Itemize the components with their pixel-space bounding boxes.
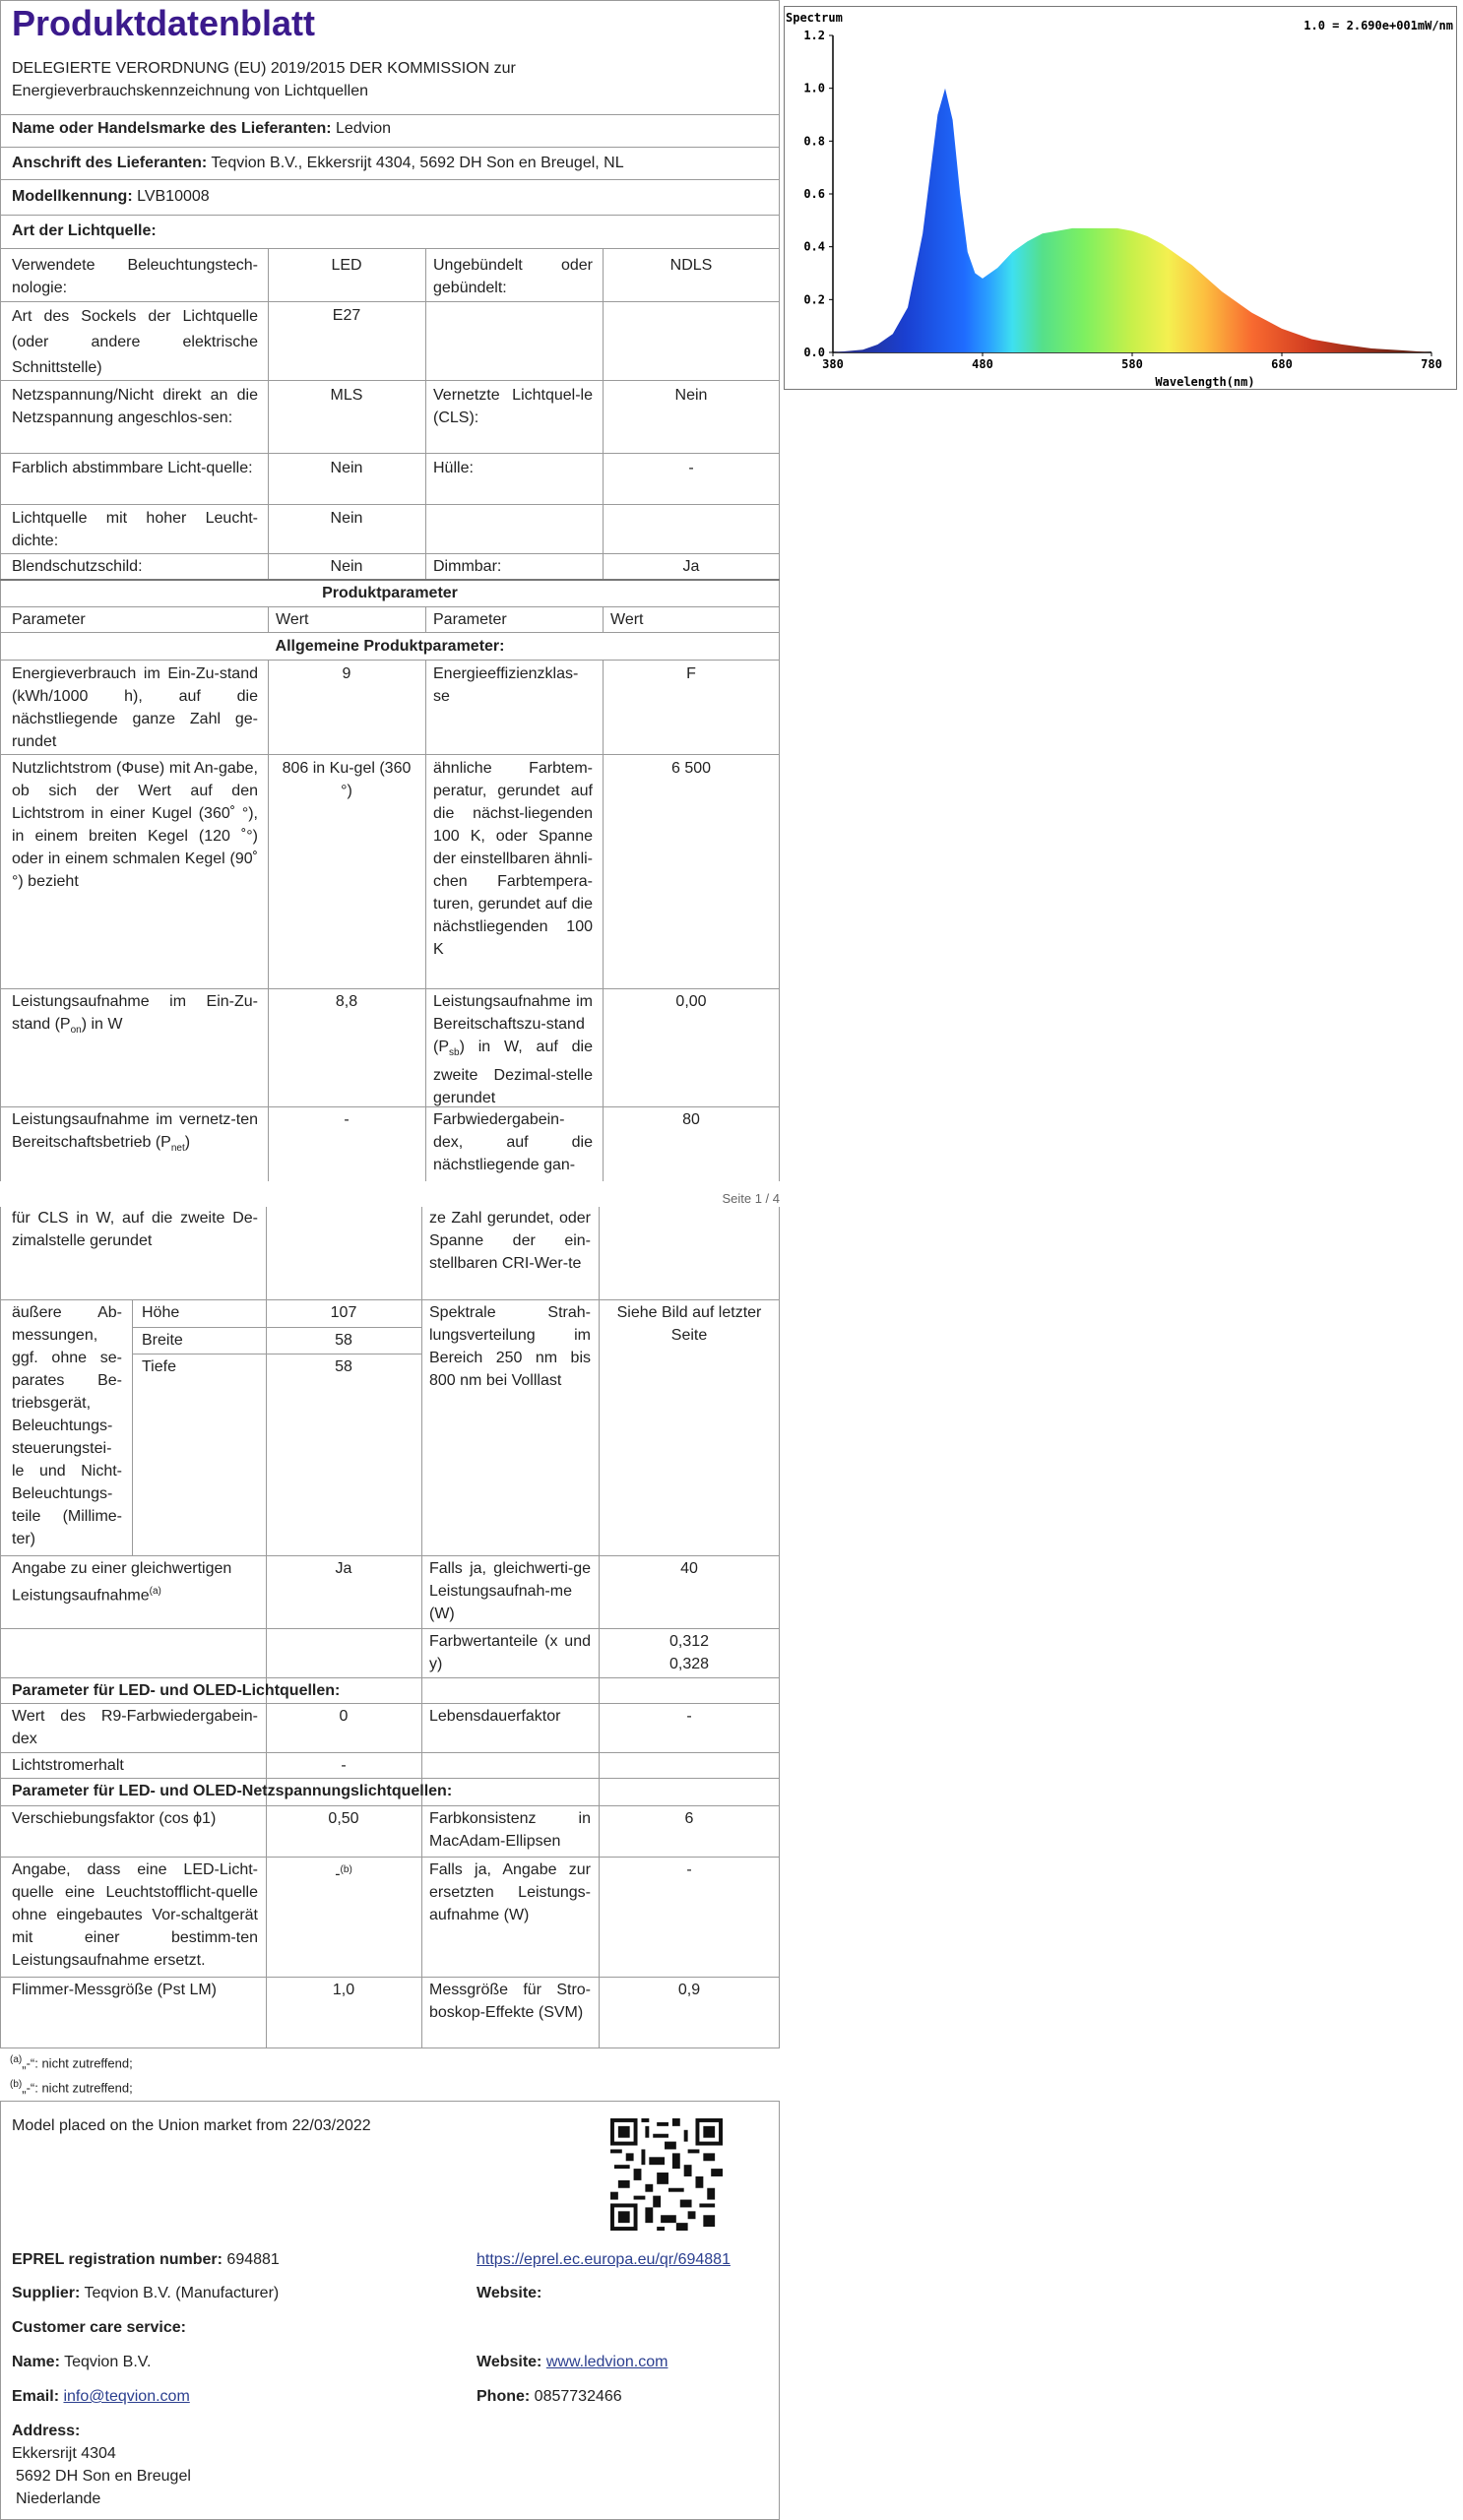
spectrum-area bbox=[833, 89, 1431, 352]
dims-item-name: Breite bbox=[142, 1332, 183, 1349]
spectrum-chart bbox=[784, 6, 1457, 390]
general-row-value: 9 bbox=[342, 665, 351, 682]
chart-x-tick-label: 380 bbox=[822, 357, 844, 371]
chart-scale-note: 1.0 = 2.690e+001mW/nm bbox=[1304, 19, 1453, 32]
eprel-supplier-row bbox=[12, 2282, 279, 2304]
chart-y-tick-label: 1.2 bbox=[803, 29, 825, 42]
eprel-address-line: Ekkersrijt 4304 bbox=[12, 2445, 116, 2462]
type-row-param2: Hülle: bbox=[433, 460, 474, 476]
eprel-name-value: Teqvion B.V. bbox=[64, 2354, 152, 2370]
general-header: Allgemeine Produktparameter: bbox=[275, 638, 505, 655]
eprel-reg-row bbox=[12, 2248, 280, 2271]
mls-row-param: Flimmer-Messgröße (Pst LM) bbox=[12, 1982, 218, 1998]
type-row-value: MLS bbox=[330, 387, 363, 404]
led-row-value: 0 bbox=[339, 1708, 349, 1725]
type-row-value: LED bbox=[331, 257, 362, 274]
dims-item-value: 58 bbox=[335, 1332, 352, 1349]
col-header-param: Parameter bbox=[12, 611, 86, 628]
type-row-param: Art des Sockels der Lichtquelle (oder andere elektrische Schnittstelle) bbox=[12, 308, 258, 376]
type-row-value: E27 bbox=[332, 307, 361, 324]
type-row-value2: NDLS bbox=[669, 257, 713, 274]
led-row-param2: Lebensdauerfaktor bbox=[429, 1708, 561, 1725]
eprel-url-link[interactable]: https://eprel.ec.europa.eu/qr/694881 bbox=[477, 2251, 731, 2268]
page-number: Seite 1 / 4 bbox=[722, 1191, 780, 1206]
type-row-param: Netzspannung/Nicht direkt an die Netzspannung angeschlos-sen: bbox=[12, 387, 258, 426]
mls-header: Parameter für LED- und OLED-Netzspannungslichtquellen: bbox=[12, 1783, 453, 1799]
general-row-value: - bbox=[344, 1111, 350, 1128]
mls-row-param: Angabe, dass eine LED-Licht-quelle eine Leuchtstofflicht-quelle ohne eingebautes Vor-schaltgerät mit einer bestimm-ten Leistungsaufnahme ersetzt. bbox=[12, 1861, 258, 1969]
chart-y-tick-label: 0.8 bbox=[803, 134, 825, 149]
col-header-value: Wert bbox=[276, 611, 309, 628]
eprel-placed: Model placed on the Union market from 22/03/2022 bbox=[12, 2117, 371, 2134]
general-row-value: 806 in Ku-gel (360 °) bbox=[282, 760, 412, 799]
type-row-value: Nein bbox=[330, 460, 363, 476]
continued-param: für CLS in W, auf die zweite De-zimalstelle gerundet bbox=[12, 1210, 258, 1249]
eprel-website2-label: Website: bbox=[477, 2354, 542, 2370]
col-header-param2: Parameter bbox=[433, 611, 507, 628]
mls-row-param2: Messgröße für Stro-boskop-Effekte (SVM) bbox=[429, 1982, 591, 2021]
eprel-phone-label: Phone: bbox=[477, 2388, 531, 2405]
supplier-address-value: Teqvion B.V., Ekkersrijt 4304, 5692 DH Son en Breugel, NL bbox=[211, 155, 624, 171]
chroma-param: Farbwertanteile (x und y) bbox=[429, 1633, 591, 1672]
chart-title: Spectrum bbox=[786, 11, 843, 25]
type-row-value: Nein bbox=[330, 510, 363, 527]
chart-x-tick-label: 780 bbox=[1421, 357, 1442, 371]
eprel-reg-label: EPREL registration number: bbox=[12, 2251, 223, 2268]
equiv-param2: Falls ja, gleichwerti-ge Leistungsaufnah-me (W) bbox=[429, 1560, 591, 1622]
mls-row-value2: - bbox=[686, 1861, 692, 1878]
chart-y-tick-label: 0.4 bbox=[803, 239, 825, 254]
general-row-value2: 0,00 bbox=[675, 993, 707, 1010]
mls-row-value: 0,50 bbox=[328, 1810, 359, 1827]
type-row-param2: Ungebündelt oder gebündelt: bbox=[433, 257, 593, 296]
eprel-email-label: Email: bbox=[12, 2388, 60, 2405]
dims-item-value: 58 bbox=[335, 1358, 352, 1375]
led-header: Parameter für LED- und OLED-Lichtquellen: bbox=[12, 1682, 341, 1699]
general-row-param2: ähnliche Farbtem-peratur, gerundet auf die nächst-liegenden 100 K, oder Spanne der einstellbaren ähnli-chen Farbtempera-turen, gerundet auf die nächstliegenden 100 K bbox=[433, 760, 593, 958]
chart-y-tick-label: 1.0 bbox=[803, 81, 825, 95]
qr-code-icon bbox=[610, 2118, 723, 2231]
general-row-param2: Farbwiedergabein-dex, auf die nächstliegende gan- bbox=[433, 1111, 593, 1173]
dims-value2: Siehe Bild auf letzter Seite bbox=[616, 1304, 762, 1344]
chroma-y: 0,328 bbox=[668, 1656, 710, 1672]
general-row-param: Leistungsaufnahme im Ein-Zu-stand $(P_{on})$ in W bbox=[12, 993, 258, 1037]
type-row-value2: Ja bbox=[682, 558, 700, 575]
mls-row-value: -$^{(b)}$ bbox=[335, 1864, 352, 1883]
model-id-row bbox=[12, 185, 210, 208]
led-row-value: - bbox=[341, 1757, 347, 1774]
chart-x-tick-label: 680 bbox=[1271, 357, 1293, 371]
chart-y-tick-label: 0.0 bbox=[803, 346, 825, 359]
regulation-text: DELEGIERTE VERORDNUNG (EU) 2019/2015 DER KOMMISSION zur Energieverbrauchskennzeichnung von Lichtquellen bbox=[12, 60, 516, 99]
col-header-value2: Wert bbox=[610, 611, 644, 628]
dims-item-name: Tiefe bbox=[142, 1358, 176, 1375]
general-row-value2: 6 500 bbox=[670, 760, 712, 777]
general-row-param: Leistungsaufnahme im vernetz-ten Bereitschaftsbetrieb $(P_{net})$ bbox=[12, 1111, 258, 1155]
dims-item-name: Höhe bbox=[142, 1304, 180, 1321]
type-row-param: Verwendete Beleuchtungstech-nologie: bbox=[12, 257, 258, 296]
eprel-reg-value: 694881 bbox=[226, 2251, 280, 2268]
mls-row-param2: Falls ja, Angabe zur ersetzten Leistungs-aufnahme (W) bbox=[429, 1861, 591, 1923]
eprel-email-link[interactable]: info@teqvion.com bbox=[63, 2388, 190, 2405]
footnote-a: $^{(a)}$„-“: nicht zutreffend; bbox=[10, 2054, 133, 2071]
equiv-value2: 40 bbox=[680, 1560, 698, 1577]
mls-row-param2: Farbkonsistenz in MacAdam-Ellipsen bbox=[429, 1810, 591, 1850]
general-row-param: Nutzlichtstrom (Φuse) mit An-gabe, ob sich der Wert auf den Lichtstrom in einer Kugel (360˚ °), in einem breiten Kegel (120 ˚°) oder in einem schmalen Kegel (90˚ °) bezieht bbox=[12, 760, 258, 890]
supplier-name-label: Name oder Handelsmarke des Lieferanten: bbox=[12, 120, 332, 137]
type-row-param: Blendschutzschild: bbox=[12, 558, 143, 575]
general-row-value2: F bbox=[686, 665, 696, 682]
type-row-param2: Dimmbar: bbox=[433, 558, 502, 575]
general-row-param2: Leistungsaufnahme im Bereitschaftszu-stand $(P_{sb})$ in W, auf die zweite Dezimal-stelle gerundet bbox=[433, 993, 593, 1107]
type-row-value: Nein bbox=[330, 558, 363, 575]
supplier-name-row bbox=[12, 117, 391, 140]
eprel-supplier-label: Supplier: bbox=[12, 2285, 81, 2301]
chart-xlabel: Wavelength(nm) bbox=[1155, 375, 1255, 389]
page-title: Produktdatenblatt bbox=[12, 3, 316, 43]
chart-x-tick-label: 580 bbox=[1121, 357, 1143, 371]
chroma-x: 0,312 bbox=[668, 1633, 710, 1650]
eprel-care-label: Customer care service: bbox=[12, 2319, 186, 2336]
eprel-address-label: Address: bbox=[12, 2423, 81, 2439]
mls-row-value2: 0,9 bbox=[677, 1982, 701, 1998]
footnote-b: $^{(b)}$„-“: nicht zutreffend; bbox=[10, 2079, 133, 2096]
eprel-website-label: Website: bbox=[477, 2285, 542, 2301]
model-id-label: Modellkennung: bbox=[12, 188, 133, 205]
continued-param2: ze Zahl gerundet, oder Spanne der ein-stellbaren CRI-Wer-te bbox=[429, 1210, 591, 1272]
chart-y-tick-label: 0.2 bbox=[803, 292, 825, 307]
type-row-value2: - bbox=[688, 460, 694, 476]
equiv-value: Ja bbox=[335, 1560, 352, 1577]
eprel-phone-value: 0857732466 bbox=[534, 2388, 622, 2405]
model-id-value: LVB10008 bbox=[137, 188, 210, 205]
chart-x-tick-label: 480 bbox=[972, 357, 993, 371]
equiv-param: Angabe zu einer gleichwertigen Leistungsaufnahme$^{(a)}$ bbox=[12, 1560, 232, 1605]
led-row-param: Lichtstromerhalt bbox=[12, 1757, 124, 1774]
supplier-name-value: Ledvion bbox=[336, 120, 392, 137]
eprel-name-row bbox=[12, 2351, 151, 2373]
eprel-address-line: 5692 DH Son en Breugel bbox=[16, 2468, 191, 2485]
product-params-header: Produktparameter bbox=[322, 585, 458, 601]
type-row-param: Farblich abstimmbare Licht-quelle: bbox=[12, 460, 253, 476]
type-row-value2: Nein bbox=[674, 387, 708, 404]
type-row-param: Lichtquelle mit hoher Leucht-dichte: bbox=[12, 510, 258, 549]
eprel-website2-row bbox=[477, 2351, 668, 2373]
eprel-email-row bbox=[12, 2385, 190, 2408]
mls-row-param: Verschiebungsfaktor (cos ϕ1) bbox=[12, 1810, 217, 1827]
supplier-address-row bbox=[12, 152, 624, 174]
eprel-website-link[interactable]: www.ledvion.com bbox=[545, 2354, 668, 2370]
type-header: Art der Lichtquelle: bbox=[12, 222, 157, 239]
dims-label: äußere Ab-messungen, ggf. ohne se-parates Be-triebsgerät, Beleuchtungs-steuerungstei-le und Nicht-Beleuchtungs-teile (Millime-ter) bbox=[12, 1304, 122, 1547]
eprel-phone-row bbox=[477, 2385, 622, 2408]
type-row-param2: Vernetzte Lichtquel-le (CLS): bbox=[433, 387, 593, 426]
eprel-address-line: Niederlande bbox=[16, 2490, 101, 2507]
eprel-supplier-value: Teqvion B.V. (Manufacturer) bbox=[84, 2285, 280, 2301]
mls-row-value: 1,0 bbox=[332, 1982, 355, 1998]
dims-param2: Spektrale Strah-lungsverteilung im Bereich 250 nm bis 800 nm bei Volllast bbox=[429, 1304, 591, 1389]
chart-y-tick-label: 0.6 bbox=[803, 187, 825, 201]
general-row-param2: Energieeffizienzklas-se bbox=[433, 665, 579, 705]
dims-item-value: 107 bbox=[330, 1304, 357, 1321]
mls-row-value2: 6 bbox=[684, 1810, 694, 1827]
eprel-name-label: Name: bbox=[12, 2354, 60, 2370]
general-row-param: Energieverbrauch im Ein-Zu-stand (kWh/1000 h), auf die nächstliegende ganze Zahl ge-rundet bbox=[12, 665, 258, 750]
general-row-value2: 80 bbox=[682, 1111, 700, 1128]
led-row-param: Wert des R9-Farbwiedergabein-dex bbox=[12, 1708, 258, 1747]
supplier-address-label: Anschrift des Lieferanten: bbox=[12, 155, 208, 171]
led-row-value2: - bbox=[686, 1708, 692, 1725]
general-row-value: 8,8 bbox=[335, 993, 358, 1010]
